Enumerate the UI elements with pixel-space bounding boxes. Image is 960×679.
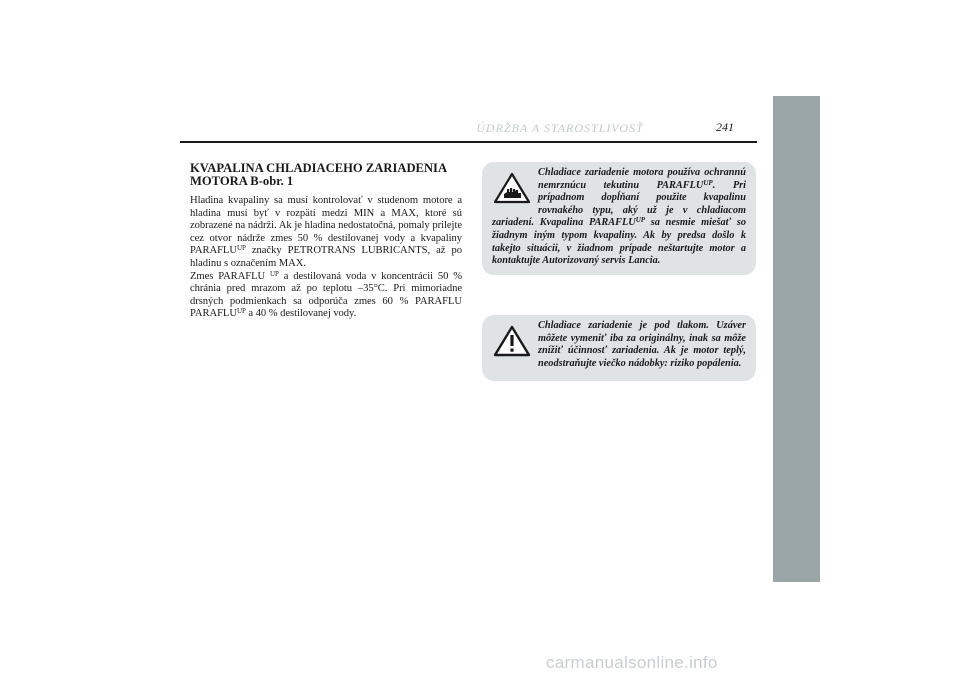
superscript-up: UP	[236, 307, 246, 316]
note-box-pressure-warning	[482, 315, 756, 381]
header-rule	[180, 141, 757, 143]
paragraph1-text-b: značky PETROTRANS LUBRICANTS, až po hladinu s označením MAX.	[190, 245, 462, 269]
superscript-up: UP	[270, 269, 279, 278]
superscript-up: UP	[703, 178, 713, 187]
running-header	[180, 117, 756, 137]
warning-triangle-icon	[492, 324, 532, 358]
paragraph2-text-b: a destilovaná voda v koncentrácii 50 % chránia pred mrazom až po teplotu –35°C. Pri mimoriadne drsných podmienkach sa odporúča zmes 60 % PARAFLU PARAFLU	[190, 270, 462, 320]
note1-text-c: sa nesmie miešať so žiadnym iným typom kvapaliny. Ak by predsa došlo k takejto situácii, v žiadnom prípade neštartujte motor a kontaktujte Autorizovaný servis Lancia.	[492, 217, 747, 267]
main-column	[190, 162, 462, 321]
note-text-pressure-warning: Chladiace zariadenie je pod tlakom. Uzáver môžete vymeniť iba za originálny, inak sa môže znížiť účinnosť zariadenia. Ak je motor teplý, neodstraňujte viečko nádobky: riziko popálenia.	[538, 320, 746, 369]
note1-text-b: . Pri prípadnom dopĺňaní použite kvapalinu rovnakého typu, aký už je v chladiacom zariadení. Kvapalina PARAFLU	[492, 179, 746, 229]
running-title: ÚDRŽBA A STAROSTLIVOSŤ	[476, 121, 644, 135]
chapter-side-tab	[773, 96, 820, 582]
paragraph1-text-a: Hladina kvapaliny sa musí kontrolovať v studenom motore a hladina musí byť v rozpätí medzi MIN a MAX, ktoré sú zobrazené na nádrži. Ak je hladina nedostatočná, pomaly prilejte cez otvor nádrže zmes 50 % destilovanej vody a kvapaliny PARAFLU	[190, 195, 462, 257]
paragraph2-text-c: a 40 % destilovanej vody.	[245, 308, 357, 320]
figure-reference: -obr. 1	[258, 174, 294, 188]
section-title-line1: KVAPALINA CHLADIACEHO ZARIADENIA	[190, 161, 448, 175]
body-paragraph-1	[190, 195, 462, 271]
superscript-up: UP	[635, 216, 646, 225]
body-paragraph-2	[190, 271, 462, 321]
paragraph2-text-a: Zmes PARAFLU	[190, 270, 271, 282]
note-box-coolant-type	[482, 162, 756, 275]
watermark: carmanualsonline.info	[546, 653, 718, 672]
page-number: 241	[716, 120, 734, 134]
section-title	[190, 162, 462, 188]
section-title-line2: MOTORA B	[190, 174, 259, 188]
superscript-up: UP	[236, 244, 246, 253]
attention-hand-icon	[492, 171, 532, 205]
note1-text-a: Chladiace zariadenie motora používa ochrannú nemrznúcu tekutinu PARAFLU	[538, 167, 746, 191]
